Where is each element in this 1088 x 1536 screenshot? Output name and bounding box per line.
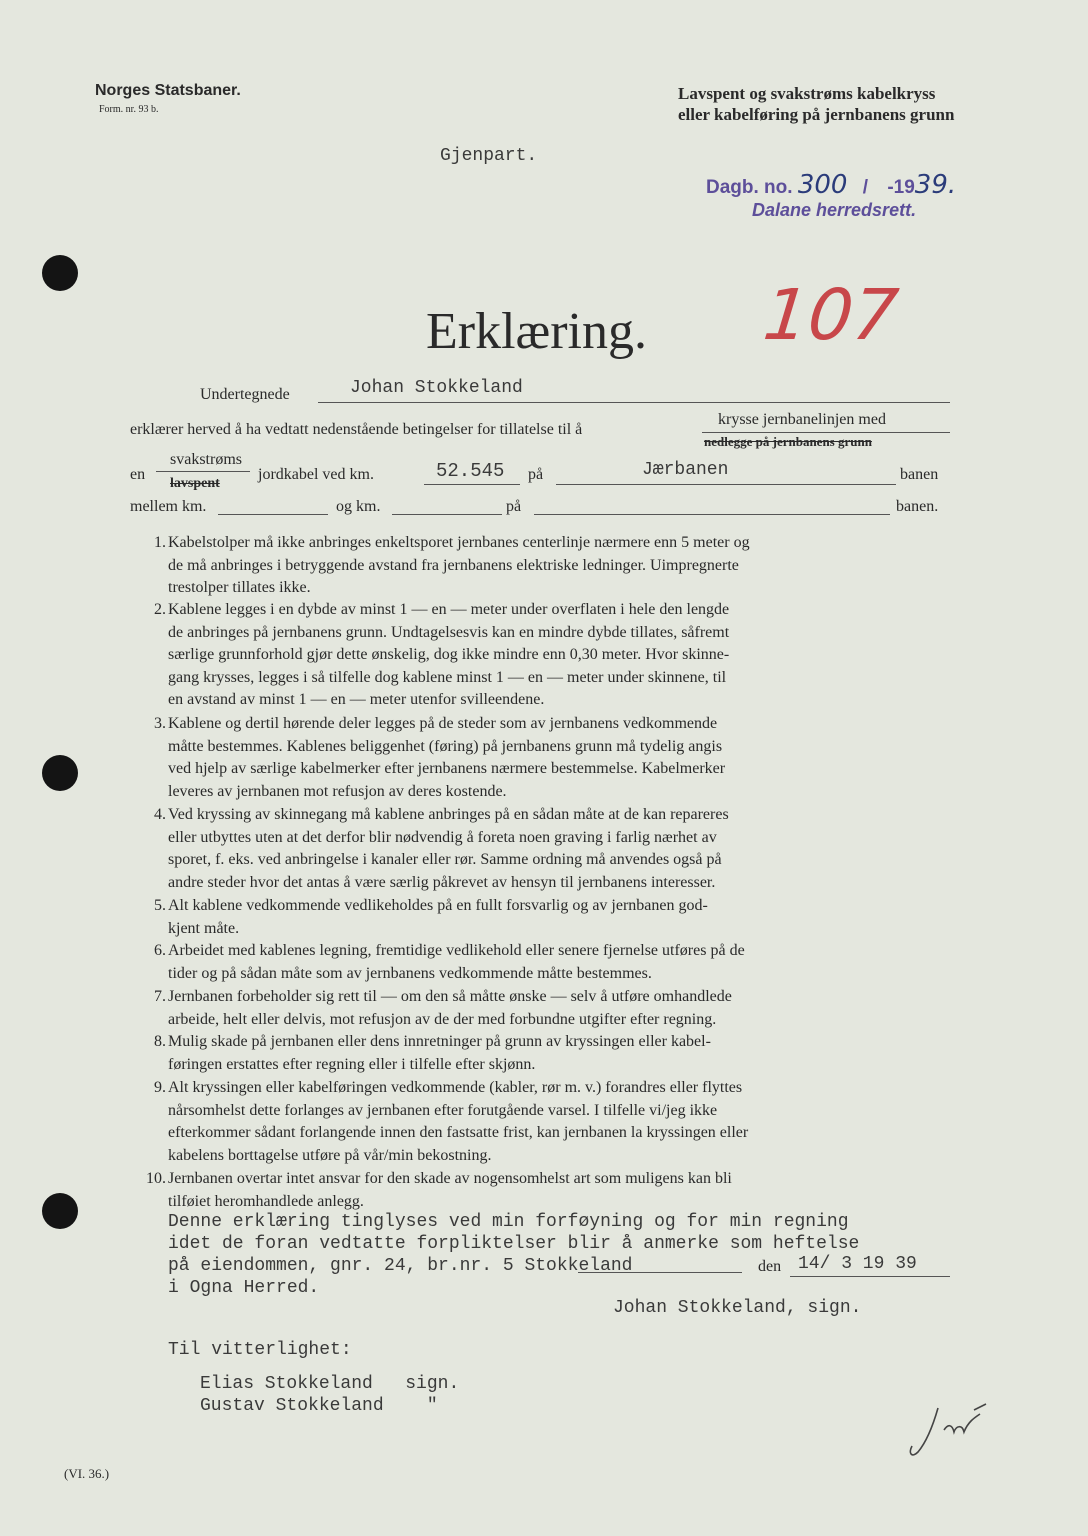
den-label: den — [758, 1258, 782, 1275]
copy-label: Gjenpart. — [440, 146, 538, 166]
type-value: svakstrøms — [170, 451, 242, 468]
condition-line: efterkommer sådant forlangende innen den fastsatte frist, kan jernbanen la kryssingen eller — [168, 1124, 749, 1142]
addendum-line: idet de foran vedtatte forpliktelser blir å anmerke som heftelse — [168, 1234, 860, 1254]
banen2-label: banen. — [896, 498, 939, 515]
stamp-slash: / — [862, 177, 869, 198]
purpose-field — [702, 410, 950, 433]
handwritten-initials-icon — [900, 1400, 1000, 1460]
footer-code: (VI. 36.) — [64, 1466, 110, 1481]
condition-item — [138, 1077, 954, 1168]
undersigned-label: Undertegnede — [200, 386, 290, 403]
condition-line: eller utbyttes uten at det derfor blir nødvendig å foreta noen graving i farlig nærhet av — [168, 828, 717, 846]
condition-line: kabelens borttagelse utføre på vår/min bekostning. — [168, 1146, 492, 1164]
date-field — [790, 1254, 950, 1277]
km-field — [424, 460, 520, 485]
condition-line: de må anbringes i betryggende avstand fra jernbanens elektriske ledninger. Uimpregnerte — [168, 556, 739, 574]
document-heading: Erklæring. — [426, 303, 647, 360]
condition-line: særlige grunnforhold gjør dette ønskelig, dog ikke mindre enn 0,30 meter. Hvor skinne- — [168, 646, 730, 664]
witness-name: Elias Stokkeland sign. — [200, 1374, 460, 1394]
line-field — [556, 460, 896, 485]
condition-item — [138, 1168, 954, 1214]
condition-number: 9. — [154, 1079, 166, 1096]
condition-item — [138, 532, 954, 600]
register-stamp — [706, 170, 956, 200]
purpose-struck-option: nedlegge på jernbanens grunn — [704, 434, 872, 449]
condition-number: 5. — [154, 897, 166, 914]
punch-hole — [42, 1193, 78, 1229]
condition-item — [138, 986, 954, 1032]
paa2-label: på — [506, 498, 522, 515]
type-field — [156, 451, 250, 472]
condition-line: tider og på sådan måte som av jernbanens vedkommende måtte bestemmes. — [168, 964, 652, 982]
undersigned-field — [318, 378, 950, 403]
addendum-line: på eiendommen, gnr. 24, br.nr. 5 Stokkeland — [168, 1256, 633, 1276]
km-value: 52.545 — [436, 460, 505, 482]
condition-item — [138, 599, 954, 712]
condition-line: trestolper tillates ikke. — [168, 579, 311, 597]
paa-label: på — [528, 466, 544, 483]
condition-line: de anbringes på jernbanens grunn. Undtagelsesvis kan en mindre dybde tillates, såfremt — [168, 623, 730, 641]
stamp-prefix: Dagb. no. — [706, 177, 793, 198]
condition-item — [138, 940, 954, 986]
undersigned-value: Johan Stokkeland — [350, 378, 523, 398]
condition-line: nårsomhelst dette forlanges av jernbanen efter forutgående varsel. I tilfelle vi/jeg ikke — [168, 1101, 718, 1119]
condition-number: 6. — [154, 942, 166, 959]
typed-signature: Johan Stokkeland, sign. — [613, 1298, 862, 1318]
condition-line: Kabelstolper må ikke anbringes enkeltsporet jernbanes centerlinje nærmere enn 5 meter og — [168, 534, 750, 551]
witness-name: Gustav Stokkeland " — [200, 1396, 438, 1416]
type-struck-option: lavspent — [170, 476, 220, 491]
condition-number: 1. — [154, 534, 166, 551]
condition-number: 3. — [154, 715, 166, 732]
place-underline — [578, 1272, 742, 1273]
condition-line: Arbeidet med kablenes legning, fremtidige vedlikehold eller senere fjernelse utføres på de — [168, 942, 745, 959]
condition-line: Kablene legges i en dybde av minst 1 — en — meter under overflaten i hele den lengde — [168, 601, 730, 618]
condition-line: Mulig skade på jernbanen eller dens innretninger på grunn av kryssingen eller kabel- — [168, 1033, 711, 1050]
condition-item — [138, 895, 954, 941]
condition-number: 10. — [146, 1170, 166, 1187]
handwritten-page-number: 107 — [759, 274, 902, 356]
stamp-year-prefix: -19 — [887, 177, 915, 198]
addendum-line: Denne erklæring tinglyses ved min forføyning og for min regning — [168, 1212, 849, 1232]
form-title-line2: eller kabelføring på jernbanens grunn — [678, 105, 955, 124]
condition-line: Jernbanen forbeholder sig rett til — om den så måtte ønske — selv å utføre omhandlede — [168, 988, 732, 1005]
witness-label: Til vitterlighet: — [168, 1340, 352, 1360]
date-value: 14/ 3 19 39 — [798, 1254, 917, 1274]
condition-line: en avstand av minst 1 — en — meter utenfor svilleendene. — [168, 691, 545, 709]
en-label: en — [130, 466, 146, 483]
addendum-line: i Ogna Herred. — [168, 1278, 320, 1298]
condition-line: tilføiet heromhandlede anlegg. — [168, 1192, 364, 1210]
condition-line: leveres av jernbanen mot refusjon av deres kostende. — [168, 782, 507, 800]
line-value: Jærbanen — [642, 460, 729, 480]
condition-line: arbeide, helt eller delvis, mot refusjon av de der med forbundne utgifter efter regning. — [168, 1010, 717, 1028]
condition-number: 8. — [154, 1033, 166, 1050]
stamp-number: 300 — [797, 170, 848, 200]
condition-number: 4. — [154, 806, 166, 823]
condition-line: Alt kablene vedkommende vedlikeholdes på en fullt forsvarlig og av jernbanen god- — [168, 897, 708, 914]
condition-line: Jernbanen overtar intet ansvar for den skade av nogensomhelst art som muligens kan bli — [168, 1170, 732, 1187]
form-title-line1: Lavspent og svakstrøms kabelkryss — [678, 84, 936, 103]
to-km-field — [392, 494, 502, 515]
form-number: Form. nr. 93 b. — [99, 104, 159, 115]
condition-line: Ved kryssing av skinnegang må kablene anbringes på en sådan måte at de kan repareres — [168, 806, 729, 823]
condition-number: 2. — [154, 601, 166, 618]
condition-line: føringen erstattes efter regning eller i tilfelle efter skjønn. — [168, 1055, 536, 1073]
condition-line: sporet, f. eks. ved anbringelse i kanaler eller rør. Samme ordning må anvendes også på — [168, 851, 722, 869]
condition-line: ved hjelp av særlige kabelmerker efter jernbanens nærmere bestemmelse. Kabelmerker — [168, 760, 726, 778]
condition-line: gang krysses, legges i så tilfelle dog kablene minst 1 — en — meter under skinnene, til — [168, 668, 727, 686]
condition-item — [138, 804, 954, 895]
line2-field — [534, 494, 890, 515]
condition-line: kjent måte. — [168, 919, 240, 937]
condition-number: 7. — [154, 988, 166, 1005]
condition-item — [138, 1031, 954, 1077]
og-km-label: og km. — [336, 498, 381, 515]
purpose-value: krysse jernbanelinjen med — [718, 411, 886, 428]
punch-hole — [42, 255, 78, 291]
condition-line: Alt kryssingen eller kabelføringen vedkommende (kabler, rør m. v.) forandres eller flyttes — [168, 1079, 743, 1096]
banen-label: banen — [900, 466, 939, 483]
declaration-text: erklærer herved å ha vedtatt nedenstående betingelser for tillatelse til å — [130, 421, 583, 438]
condition-line: Kablene og dertil hørende deler legges på de steder som av jernbanens vedkommende — [168, 715, 718, 732]
condition-line: andre steder hvor det antas å være særlig påkrevet av hensyn til jernbanens interesser. — [168, 873, 716, 891]
punch-hole — [42, 755, 78, 791]
court-stamp: Dalane herredsrett. — [752, 200, 917, 220]
stamp-year: 39. — [914, 170, 957, 200]
cable-label: jordkabel ved km. — [258, 466, 374, 483]
mellem-km-label: mellem km. — [130, 498, 207, 515]
organization-name: Norges Statsbaner. — [95, 82, 241, 99]
condition-line: måtte bestemmes. Kablenes beliggenhet (føring) på jernbanens grunn må tydelig angis — [168, 737, 723, 755]
condition-item — [138, 713, 954, 804]
from-km-field — [218, 494, 328, 515]
